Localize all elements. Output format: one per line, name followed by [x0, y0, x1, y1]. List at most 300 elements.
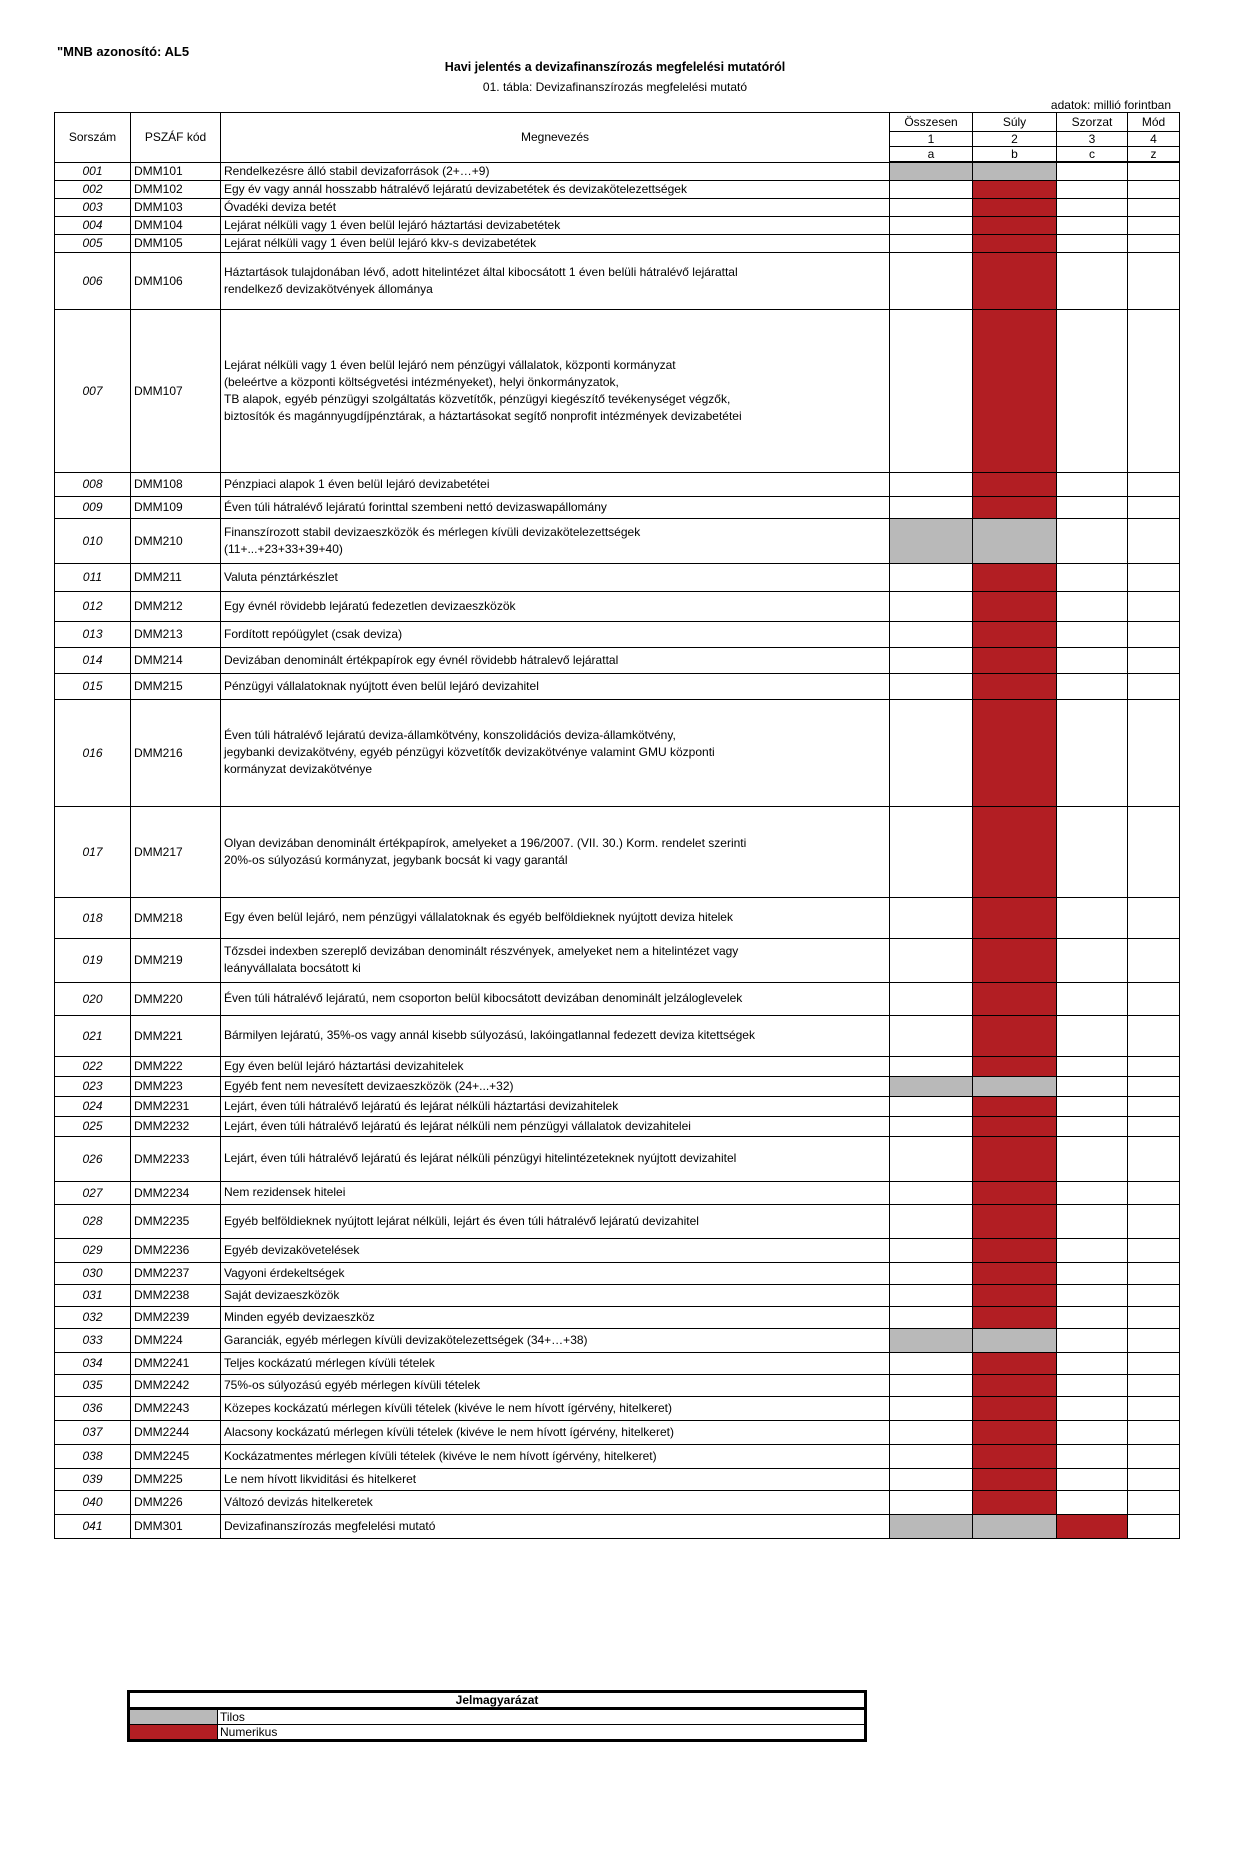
cell-osszesen: [890, 309, 973, 472]
table-row: [55, 1238, 1180, 1262]
legend-label-numerikus: Numerikus: [218, 1725, 866, 1741]
row-pszaf-code: DMM2241: [131, 1352, 221, 1374]
cell-suly[interactable]: [973, 216, 1057, 234]
cell-suly[interactable]: [973, 252, 1057, 309]
table-row: [55, 252, 1180, 309]
row-number: 037: [55, 1420, 131, 1444]
cell-mod: [1128, 1181, 1180, 1204]
table-row: [55, 1306, 1180, 1328]
col-pszaf-header: PSZÁF kód: [131, 113, 221, 163]
row-pszaf-code: DMM214: [131, 647, 221, 673]
cell-szorzat: [1057, 1056, 1128, 1076]
row-description: Bármilyen lejáratú, 35%-os vagy annál kisebb súlyozású, lakóingatlannal fedezett deviza kitettségek: [221, 1015, 890, 1056]
cell-suly[interactable]: [973, 1136, 1057, 1181]
row-pszaf-code: DMM218: [131, 897, 221, 938]
row-description: Fordított repóügylet (csak deviza): [221, 621, 890, 647]
cell-osszesen: [890, 1374, 973, 1396]
row-number: 010: [55, 518, 131, 563]
cell-osszesen: [890, 1076, 973, 1096]
cell-szorzat: [1057, 180, 1128, 198]
row-pszaf-code: DMM223: [131, 1076, 221, 1096]
row-pszaf-code: DMM102: [131, 180, 221, 198]
table-row: [55, 1015, 1180, 1056]
cell-suly[interactable]: [973, 198, 1057, 216]
cell-osszesen: [890, 216, 973, 234]
cell-suly[interactable]: [973, 1262, 1057, 1284]
cell-mod: [1128, 938, 1180, 982]
cell-szorzat: [1057, 162, 1128, 180]
cell-mod: [1128, 162, 1180, 180]
cell-szorzat: [1057, 591, 1128, 621]
cell-szorzat: [1057, 1181, 1128, 1204]
row-number: 008: [55, 472, 131, 496]
row-number: 007: [55, 309, 131, 472]
cell-suly[interactable]: [973, 938, 1057, 982]
row-number: 011: [55, 563, 131, 591]
cell-osszesen: [890, 518, 973, 563]
cell-osszesen: [890, 806, 973, 897]
row-pszaf-code: DMM212: [131, 591, 221, 621]
row-number: 001: [55, 162, 131, 180]
cell-mod: [1128, 1306, 1180, 1328]
cell-suly[interactable]: [973, 1204, 1057, 1238]
row-description: Valuta pénztárkészlet: [221, 563, 890, 591]
cell-osszesen: [890, 1262, 973, 1284]
table-row: [55, 563, 1180, 591]
row-description: Lejárt, éven túli hátralévő lejáratú és lejárat nélküli háztartási devizahitelek: [221, 1096, 890, 1116]
cell-osszesen: [890, 1238, 973, 1262]
table-row: [55, 938, 1180, 982]
col-d-code: z: [1128, 147, 1180, 163]
report-title: Havi jelentés a devizafinanszírozás megfelelési mutatóról: [444, 60, 786, 74]
cell-osszesen: [890, 234, 973, 252]
cell-suly[interactable]: [973, 1181, 1057, 1204]
cell-suly[interactable]: [973, 180, 1057, 198]
cell-osszesen: [890, 1116, 973, 1136]
cell-mod: [1128, 1490, 1180, 1514]
cell-suly[interactable]: [973, 1096, 1057, 1116]
cell-osszesen: [890, 1352, 973, 1374]
cell-szorzat: [1057, 496, 1128, 518]
cell-mod: [1128, 518, 1180, 563]
legend-title: Jelmagyarázat: [129, 1692, 866, 1709]
cell-osszesen: [890, 1284, 973, 1306]
cell-mod: [1128, 1262, 1180, 1284]
col-c-code: c: [1057, 147, 1128, 163]
cell-suly[interactable]: [973, 1396, 1057, 1420]
col-szorzat-header: Szorzat: [1057, 113, 1128, 132]
table-row: [55, 1396, 1180, 1420]
row-description: Garanciák, egyéb mérlegen kívüli devizakötelezettségek (34+…+38): [221, 1328, 890, 1352]
cell-mod: [1128, 1374, 1180, 1396]
row-pszaf-code: DMM101: [131, 162, 221, 180]
table-row: [55, 1181, 1180, 1204]
row-number: 035: [55, 1374, 131, 1396]
row-pszaf-code: DMM107: [131, 309, 221, 472]
cell-mod: [1128, 806, 1180, 897]
cell-mod: [1128, 1204, 1180, 1238]
table-row: [55, 518, 1180, 563]
col-b-code: b: [973, 147, 1057, 163]
row-pszaf-code: DMM224: [131, 1328, 221, 1352]
cell-mod: [1128, 198, 1180, 216]
row-number: 006: [55, 252, 131, 309]
row-pszaf-code: DMM221: [131, 1015, 221, 1056]
cell-osszesen: [890, 563, 973, 591]
cell-osszesen: [890, 1396, 973, 1420]
row-description: Lejárat nélküli vagy 1 éven belül lejáró kkv-s devizabetétek: [221, 234, 890, 252]
cell-mod: [1128, 591, 1180, 621]
cell-mod: [1128, 1284, 1180, 1306]
row-pszaf-code: DMM109: [131, 496, 221, 518]
cell-suly[interactable]: [973, 1444, 1057, 1468]
row-pszaf-code: DMM225: [131, 1468, 221, 1490]
row-number: 040: [55, 1490, 131, 1514]
row-description: Egyéb devizakövetelések: [221, 1238, 890, 1262]
row-number: 026: [55, 1136, 131, 1181]
table-row: [55, 216, 1180, 234]
cell-mod: [1128, 1396, 1180, 1420]
col-3-number: 3: [1057, 132, 1128, 147]
cell-mod: [1128, 216, 1180, 234]
row-pszaf-code: DMM2234: [131, 1181, 221, 1204]
cell-szorzat: [1057, 1015, 1128, 1056]
cell-suly: [973, 1514, 1057, 1538]
col-1-number: 1: [890, 132, 973, 147]
cell-suly: [973, 1328, 1057, 1352]
row-description: 75%-os súlyozású egyéb mérlegen kívüli tételek: [221, 1374, 890, 1396]
cell-suly[interactable]: [973, 1352, 1057, 1374]
cell-mod: [1128, 621, 1180, 647]
cell-suly[interactable]: [973, 563, 1057, 591]
row-description: Lejárt, éven túli hátralévő lejáratú és lejárat nélküli nem pénzügyi vállalatok devizahitelei: [221, 1116, 890, 1136]
row-number: 018: [55, 897, 131, 938]
cell-szorzat: [1057, 1284, 1128, 1306]
table-row: [55, 1284, 1180, 1306]
legend-label-tilos: Tilos: [218, 1709, 866, 1725]
cell-szorzat: [1057, 1262, 1128, 1284]
cell-suly[interactable]: [973, 1015, 1057, 1056]
table-row: [55, 162, 1180, 180]
cell-suly[interactable]: [973, 234, 1057, 252]
cell-osszesen: [890, 1514, 973, 1538]
cell-mod: [1128, 982, 1180, 1015]
row-description: Egy éven belül lejáró, nem pénzügyi vállalatoknak és egyéb belföldieknek nyújtott deviza hitelek: [221, 897, 890, 938]
cell-mod: [1128, 472, 1180, 496]
cell-osszesen: [890, 699, 973, 806]
row-description: Háztartások tulajdonában lévő, adott hitelintézet által kibocsátott 1 éven belüli hátralévő lejárattal rendelkező devizakötvények állománya: [221, 252, 890, 309]
row-number: 031: [55, 1284, 131, 1306]
cell-suly[interactable]: [973, 699, 1057, 806]
table-subtitle: 01. tábla: Devizafinanszírozás megfelelési mutató: [482, 80, 748, 94]
cell-mod: [1128, 1468, 1180, 1490]
table-row: [55, 621, 1180, 647]
table-row: [55, 1468, 1180, 1490]
row-number: 039: [55, 1468, 131, 1490]
cell-szorzat: [1057, 1444, 1128, 1468]
cell-osszesen: [890, 1328, 973, 1352]
table-row: [55, 1514, 1180, 1538]
row-description: Egy évnél rövidebb lejáratú fedezetlen devizaeszközök: [221, 591, 890, 621]
cell-osszesen: [890, 897, 973, 938]
row-description: Egy év vagy annál hosszabb hátralévő lejáratú devizabetétek és devizakötelezettségek: [221, 180, 890, 198]
table-row: [55, 1076, 1180, 1096]
cell-mod: [1128, 1444, 1180, 1468]
row-pszaf-code: DMM106: [131, 252, 221, 309]
row-pszaf-code: DMM108: [131, 472, 221, 496]
col-megnevezes-header: Megnevezés: [221, 113, 890, 163]
row-pszaf-code: DMM301: [131, 1514, 221, 1538]
cell-osszesen: [890, 1015, 973, 1056]
table-row: [55, 1262, 1180, 1284]
cell-szorzat[interactable]: [1057, 1514, 1128, 1538]
cell-osszesen: [890, 1444, 973, 1468]
row-description: Lejárt, éven túli hátralévő lejáratú és lejárat nélküli pénzügyi hitelintézeteknek nyújtott devizahitel: [221, 1136, 890, 1181]
row-description: Változó devizás hitelkeretek: [221, 1490, 890, 1514]
cell-osszesen: [890, 1204, 973, 1238]
row-pszaf-code: DMM104: [131, 216, 221, 234]
row-number: 002: [55, 180, 131, 198]
cell-suly[interactable]: [973, 1490, 1057, 1514]
row-description: Közepes kockázatú mérlegen kívüli tételek (kivéve le nem hívott ígérvény, hitelkeret): [221, 1396, 890, 1420]
cell-szorzat: [1057, 1396, 1128, 1420]
row-pszaf-code: DMM2243: [131, 1396, 221, 1420]
row-pszaf-code: DMM2244: [131, 1420, 221, 1444]
cell-szorzat: [1057, 1204, 1128, 1238]
table-row: [55, 1056, 1180, 1076]
row-number: 014: [55, 647, 131, 673]
cell-szorzat: [1057, 1352, 1128, 1374]
col-sorszam-header: Sorszám: [55, 113, 131, 163]
table-row: [55, 591, 1180, 621]
legend-table: [127, 1690, 867, 1742]
row-pszaf-code: DMM210: [131, 518, 221, 563]
cell-szorzat: [1057, 1136, 1128, 1181]
table-row: [55, 699, 1180, 806]
row-description: Éven túli hátralévő lejáratú, nem csoporton belül kibocsátott devizában denominált jelzáloglevelek: [221, 982, 890, 1015]
cell-suly[interactable]: [973, 1238, 1057, 1262]
cell-osszesen: [890, 1096, 973, 1116]
row-number: 009: [55, 496, 131, 518]
row-description: Pénzpiaci alapok 1 éven belül lejáró devizabetétei: [221, 472, 890, 496]
cell-mod: [1128, 1238, 1180, 1262]
indicator-table: [54, 112, 1180, 1539]
cell-osszesen: [890, 496, 973, 518]
cell-szorzat: [1057, 1238, 1128, 1262]
cell-suly[interactable]: [973, 673, 1057, 699]
row-pszaf-code: DMM2245: [131, 1444, 221, 1468]
cell-szorzat: [1057, 806, 1128, 897]
cell-mod: [1128, 647, 1180, 673]
row-number: 016: [55, 699, 131, 806]
row-description: Teljes kockázatú mérlegen kívüli tételek: [221, 1352, 890, 1374]
cell-suly[interactable]: [973, 1468, 1057, 1490]
cell-szorzat: [1057, 1468, 1128, 1490]
cell-mod: [1128, 1096, 1180, 1116]
row-description: Tőzsdei indexben szereplő devizában denominált részvények, amelyeket nem a hitelintézet vagy leányvállalata bocsátott ki: [221, 938, 890, 982]
cell-osszesen: [890, 591, 973, 621]
row-description: Saját devizaeszközök: [221, 1284, 890, 1306]
row-number: 012: [55, 591, 131, 621]
cell-mod: [1128, 234, 1180, 252]
cell-suly[interactable]: [973, 309, 1057, 472]
cell-suly[interactable]: [973, 1056, 1057, 1076]
row-number: 028: [55, 1204, 131, 1238]
table-row: [55, 1352, 1180, 1374]
table-row: [55, 1420, 1180, 1444]
row-number: 004: [55, 216, 131, 234]
row-number: 013: [55, 621, 131, 647]
cell-mod: [1128, 563, 1180, 591]
table-row: [55, 1116, 1180, 1136]
row-pszaf-code: DMM2237: [131, 1262, 221, 1284]
cell-mod: [1128, 699, 1180, 806]
cell-szorzat: [1057, 198, 1128, 216]
row-pszaf-code: DMM222: [131, 1056, 221, 1076]
cell-mod: [1128, 1056, 1180, 1076]
cell-osszesen: [890, 1056, 973, 1076]
cell-mod: [1128, 1116, 1180, 1136]
cell-szorzat: [1057, 938, 1128, 982]
mnb-identifier: "MNB azonosító: AL5: [57, 44, 190, 59]
row-pszaf-code: DMM216: [131, 699, 221, 806]
cell-osszesen: [890, 938, 973, 982]
cell-szorzat: [1057, 518, 1128, 563]
cell-suly[interactable]: [973, 806, 1057, 897]
table-header: [55, 113, 1180, 163]
row-pszaf-code: DMM226: [131, 1490, 221, 1514]
cell-mod: [1128, 180, 1180, 198]
table-row: [55, 472, 1180, 496]
cell-suly[interactable]: [973, 982, 1057, 1015]
table-row: [55, 1096, 1180, 1116]
row-number: 017: [55, 806, 131, 897]
row-number: 034: [55, 1352, 131, 1374]
row-description: Vagyoni érdekeltségek: [221, 1262, 890, 1284]
cell-suly[interactable]: [973, 621, 1057, 647]
cell-szorzat: [1057, 1116, 1128, 1136]
table-row: [55, 1444, 1180, 1468]
cell-mod: [1128, 496, 1180, 518]
row-description: Pénzügyi vállalatoknak nyújtott éven belül lejáró devizahitel: [221, 673, 890, 699]
table-row: [55, 1374, 1180, 1396]
row-description: Nem rezidensek hitelei: [221, 1181, 890, 1204]
cell-suly[interactable]: [973, 1284, 1057, 1306]
row-number: 005: [55, 234, 131, 252]
cell-szorzat: [1057, 1420, 1128, 1444]
cell-suly: [973, 1076, 1057, 1096]
cell-suly[interactable]: [973, 1374, 1057, 1396]
cell-mod: [1128, 1076, 1180, 1096]
cell-szorzat: [1057, 309, 1128, 472]
cell-mod: [1128, 1015, 1180, 1056]
cell-suly[interactable]: [973, 496, 1057, 518]
table-row: [55, 1136, 1180, 1181]
row-description: Lejárat nélküli vagy 1 éven belül lejáró háztartási devizabetétek: [221, 216, 890, 234]
row-description: Finanszírozott stabil devizaeszközök és mérlegen kívüli devizakötelezettségek (11+...+23+33+39+40): [221, 518, 890, 563]
row-pszaf-code: DMM211: [131, 563, 221, 591]
cell-szorzat: [1057, 1328, 1128, 1352]
cell-mod: [1128, 1514, 1180, 1538]
table-row: [55, 496, 1180, 518]
row-pszaf-code: DMM213: [131, 621, 221, 647]
col-osszesen-header: Összesen: [890, 113, 973, 132]
cell-suly[interactable]: [973, 897, 1057, 938]
table-row: [55, 1204, 1180, 1238]
cell-szorzat: [1057, 621, 1128, 647]
table-body: [55, 162, 1180, 1538]
row-description: Alacsony kockázatú mérlegen kívüli tételek (kivéve le nem hívott ígérvény, hitelkeret): [221, 1420, 890, 1444]
cell-osszesen: [890, 1181, 973, 1204]
cell-mod: [1128, 1136, 1180, 1181]
row-number: 023: [55, 1076, 131, 1096]
cell-szorzat: [1057, 1076, 1128, 1096]
row-pszaf-code: DMM2242: [131, 1374, 221, 1396]
cell-osszesen: [890, 162, 973, 180]
cell-szorzat: [1057, 1096, 1128, 1116]
cell-szorzat: [1057, 252, 1128, 309]
col-suly-header: Súly: [973, 113, 1057, 132]
cell-suly[interactable]: [973, 647, 1057, 673]
row-pszaf-code: DMM215: [131, 673, 221, 699]
row-pszaf-code: DMM219: [131, 938, 221, 982]
table-row: [55, 180, 1180, 198]
cell-osszesen: [890, 472, 973, 496]
row-number: 024: [55, 1096, 131, 1116]
row-description: Éven túli hátralévő lejáratú forinttal szembeni nettó devizaswapállomány: [221, 496, 890, 518]
row-description: Egyéb belföldieknek nyújtott lejárat nélküli, lejárt és éven túli hátralévő lejáratú devizahitel: [221, 1204, 890, 1238]
cell-suly[interactable]: [973, 591, 1057, 621]
cell-osszesen: [890, 180, 973, 198]
row-number: 041: [55, 1514, 131, 1538]
cell-osszesen: [890, 1490, 973, 1514]
row-description: Kockázatmentes mérlegen kívüli tételek (kivéve le nem hívott ígérvény, hitelkeret): [221, 1444, 890, 1468]
cell-suly[interactable]: [973, 1306, 1057, 1328]
table-row: [55, 982, 1180, 1015]
cell-suly[interactable]: [973, 1116, 1057, 1136]
legend-swatch-numerikus: [129, 1725, 218, 1741]
cell-osszesen: [890, 1468, 973, 1490]
row-pszaf-code: DMM2231: [131, 1096, 221, 1116]
row-description: Egy éven belül lejáró háztartási devizahitelek: [221, 1056, 890, 1076]
cell-mod: [1128, 309, 1180, 472]
cell-osszesen: [890, 673, 973, 699]
table-row: [55, 1328, 1180, 1352]
legend-swatch-tilos: [129, 1709, 218, 1725]
row-pszaf-code: DMM2238: [131, 1284, 221, 1306]
row-pszaf-code: DMM2235: [131, 1204, 221, 1238]
col-2-number: 2: [973, 132, 1057, 147]
table-row: [55, 234, 1180, 252]
table-row: [55, 673, 1180, 699]
row-number: 015: [55, 673, 131, 699]
row-pszaf-code: DMM2239: [131, 1306, 221, 1328]
cell-mod: [1128, 1328, 1180, 1352]
cell-mod: [1128, 1420, 1180, 1444]
cell-osszesen: [890, 647, 973, 673]
cell-suly: [973, 162, 1057, 180]
row-pszaf-code: DMM2233: [131, 1136, 221, 1181]
cell-mod: [1128, 897, 1180, 938]
cell-suly[interactable]: [973, 472, 1057, 496]
row-description: Egyéb fent nem nevesített devizaeszközök (24+...+32): [221, 1076, 890, 1096]
cell-suly[interactable]: [973, 1420, 1057, 1444]
cell-mod: [1128, 1352, 1180, 1374]
row-pszaf-code: DMM103: [131, 198, 221, 216]
cell-mod: [1128, 673, 1180, 699]
cell-szorzat: [1057, 982, 1128, 1015]
row-pszaf-code: DMM105: [131, 234, 221, 252]
